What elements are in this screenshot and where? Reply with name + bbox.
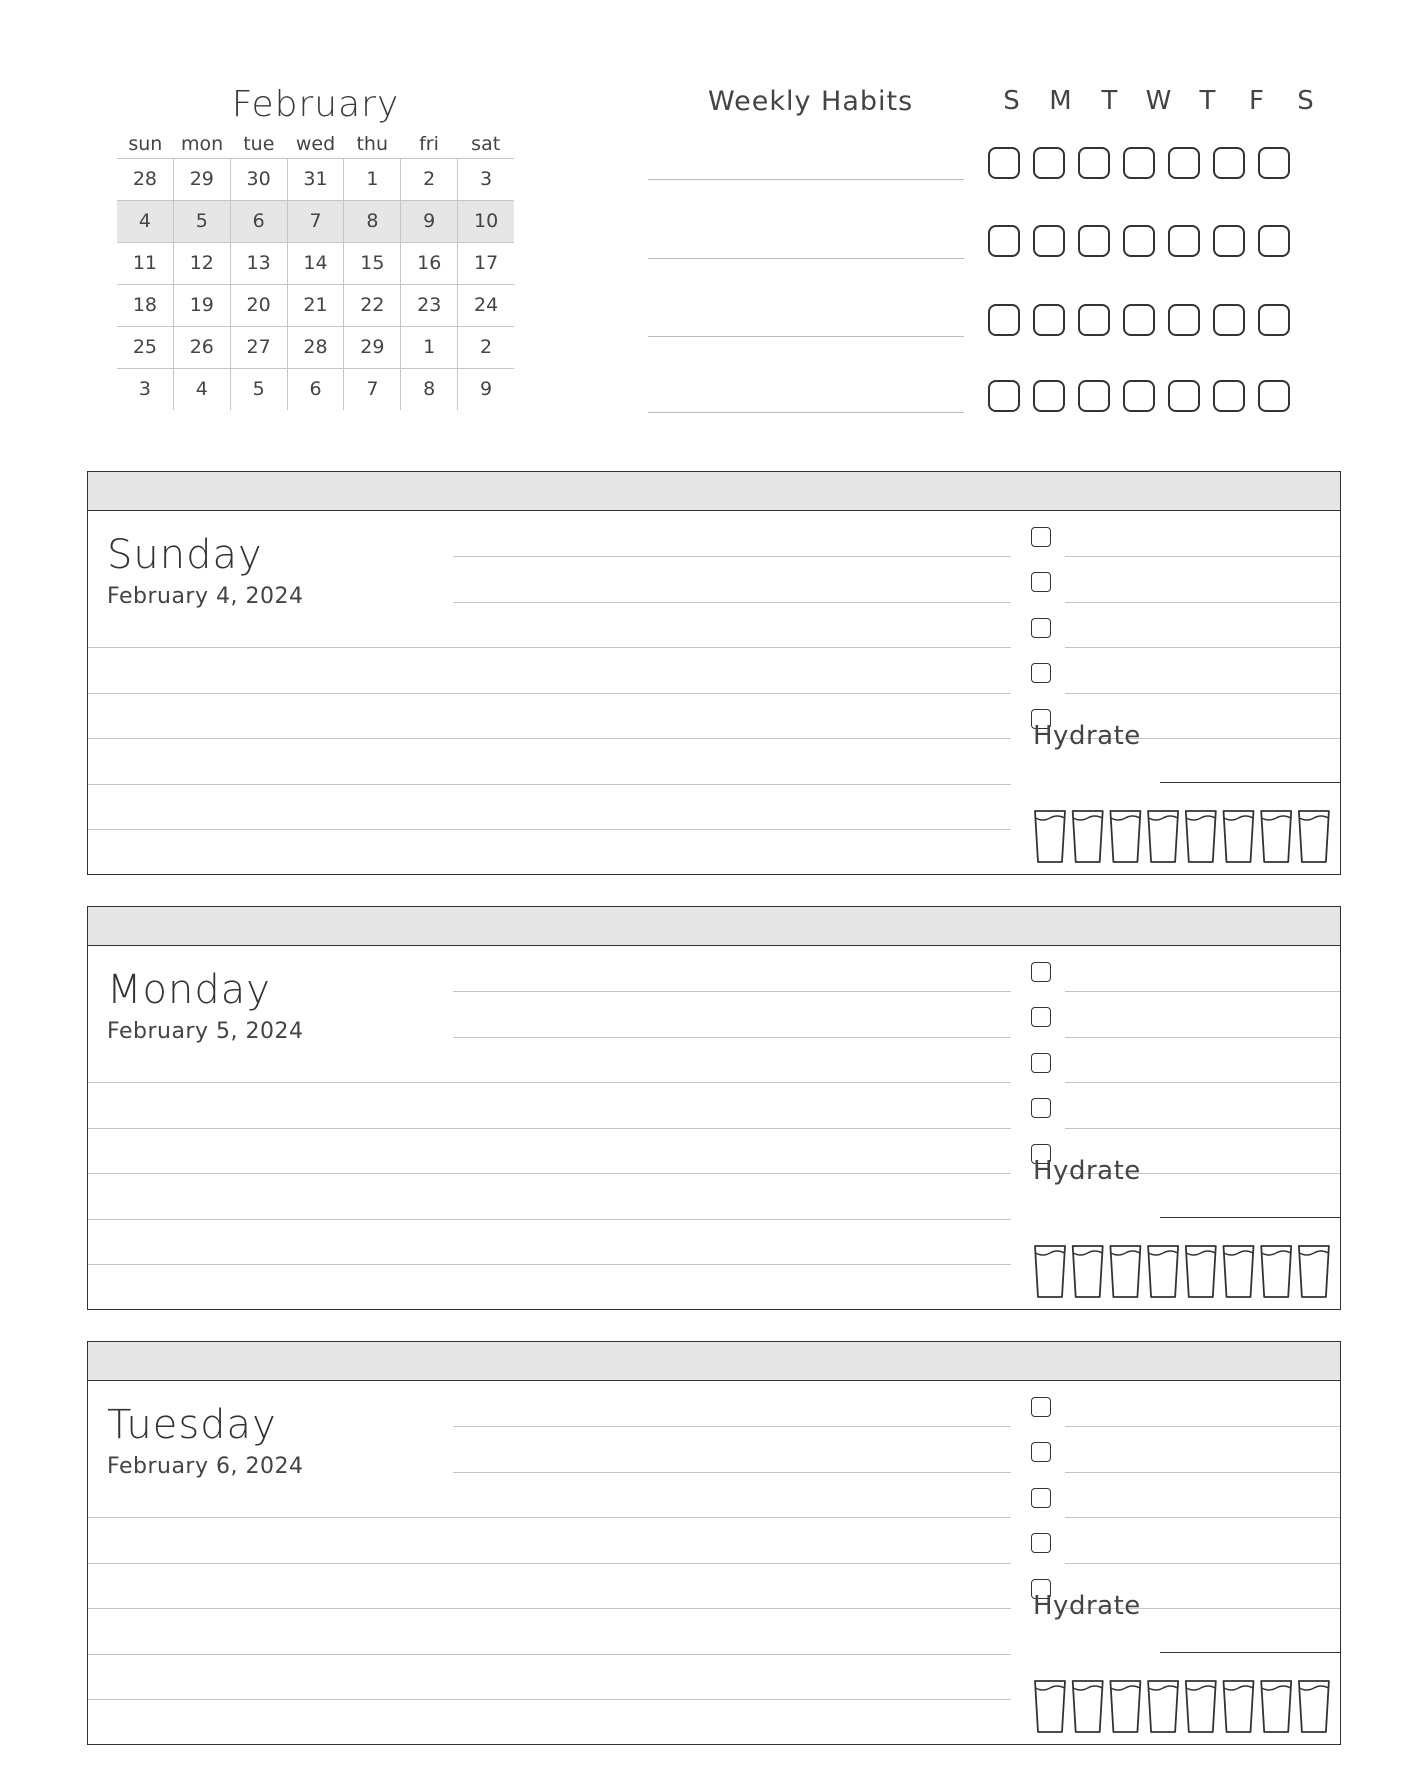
habit-checkbox[interactable] (1078, 380, 1110, 412)
water-glass-icon[interactable] (1186, 1681, 1216, 1732)
note-line[interactable] (88, 1219, 1011, 1220)
habit-checkbox[interactable] (1033, 225, 1065, 257)
todo-checkbox[interactable] (1031, 1397, 1051, 1417)
todo-checkbox[interactable] (1031, 1442, 1051, 1462)
note-line[interactable] (88, 647, 1011, 648)
water-glass-tracker (1033, 807, 1333, 867)
habit-checkbox[interactable] (1168, 304, 1200, 336)
habit-day-label: T (1101, 86, 1118, 116)
habit-checkbox-row (988, 380, 1303, 412)
todo-line[interactable] (1065, 1426, 1340, 1427)
habit-name-line[interactable] (648, 412, 964, 413)
calendar-day-cell[interactable]: 10 (457, 201, 514, 242)
calendar-day-cell[interactable]: 5 (173, 201, 230, 242)
todo-checkbox[interactable] (1031, 1098, 1051, 1118)
day-date: February 5, 2024 (107, 1019, 304, 1044)
todo-line[interactable] (1065, 1037, 1340, 1038)
todo-line[interactable] (1065, 1517, 1340, 1518)
habit-day-label: W (1145, 86, 1172, 116)
calendar-day-cell[interactable]: 29 (173, 159, 230, 200)
habit-checkbox[interactable] (1258, 380, 1290, 412)
calendar-day-cell[interactable]: 16 (400, 243, 457, 284)
water-glass-icon[interactable] (1224, 1681, 1254, 1732)
day-header-band (88, 907, 1340, 946)
habit-checkbox[interactable] (1123, 225, 1155, 257)
todo-line[interactable] (1065, 991, 1340, 992)
note-line[interactable] (88, 1173, 1011, 1174)
todo-line[interactable] (1065, 647, 1340, 648)
todo-checkbox[interactable] (1031, 1533, 1051, 1553)
day-name: Tuesday (107, 1402, 277, 1448)
habit-checkbox[interactable] (1168, 147, 1200, 179)
habit-checkbox[interactable] (988, 380, 1020, 412)
todo-line[interactable] (1065, 1472, 1340, 1473)
calendar-day-cell[interactable]: 9 (457, 369, 514, 410)
water-glass-icon[interactable] (1224, 1246, 1254, 1297)
calendar-day-cell[interactable]: 31 (287, 159, 344, 200)
calendar-day-cell[interactable]: 4 (173, 369, 230, 410)
todo-checkbox[interactable] (1031, 1007, 1051, 1027)
todo-checkbox[interactable] (1031, 527, 1051, 547)
note-line[interactable] (88, 693, 1011, 694)
calendar-week-row (117, 284, 514, 326)
water-glass-icon[interactable] (1261, 1681, 1291, 1732)
habit-checkbox[interactable] (1213, 147, 1245, 179)
calendar-day-cell[interactable]: 18 (132, 294, 158, 316)
todo-checkbox[interactable] (1031, 663, 1051, 683)
note-line[interactable] (88, 829, 1011, 830)
todo-line[interactable] (1065, 693, 1340, 694)
calendar-day-cell[interactable]: 8 (400, 369, 457, 410)
habit-checkbox[interactable] (1123, 380, 1155, 412)
habit-checkbox-row (988, 225, 1303, 257)
calendar-day-cell[interactable]: 7 (287, 201, 344, 242)
calendar-day-cell[interactable]: 20 (230, 285, 287, 326)
calendar-day-cell[interactable]: 13 (230, 243, 287, 284)
note-line[interactable] (453, 1426, 1011, 1427)
todo-checkbox[interactable] (1031, 618, 1051, 638)
water-glass-icon[interactable] (1224, 811, 1254, 862)
habit-checkbox[interactable] (1123, 147, 1155, 179)
habit-name-line[interactable] (648, 336, 964, 337)
calendar-day-cell[interactable]: 1 (400, 327, 457, 368)
habit-checkbox[interactable] (988, 147, 1020, 179)
habit-checkbox[interactable] (988, 304, 1020, 336)
calendar-day-cell[interactable]: 23 (400, 285, 457, 326)
day-header-band (88, 1342, 1340, 1381)
calendar-weekday-header (117, 130, 514, 158)
habit-day-label: S (1003, 86, 1020, 116)
note-line[interactable] (88, 1563, 1011, 1564)
note-line[interactable] (88, 1517, 1011, 1518)
calendar-day-cell[interactable]: 28 (132, 168, 158, 190)
calendar-day-cell[interactable]: 9 (400, 201, 457, 242)
todo-line[interactable] (1065, 1128, 1340, 1129)
habit-checkbox[interactable] (1213, 380, 1245, 412)
calendar-day-cell[interactable]: 27 (230, 327, 287, 368)
calendar-day-cell[interactable]: 3 (138, 378, 151, 400)
calendar-day-cell[interactable]: 11 (132, 252, 158, 274)
hydrate-line (1160, 782, 1340, 783)
water-glass-icon[interactable] (1261, 811, 1291, 862)
calendar-day-cell[interactable]: 19 (173, 285, 230, 326)
calendar-day-cell[interactable]: 5 (230, 369, 287, 410)
habit-checkbox[interactable] (1258, 147, 1290, 179)
water-glass-icon[interactable] (1148, 1246, 1178, 1297)
calendar-day-cell[interactable]: 21 (287, 285, 344, 326)
habit-checkbox[interactable] (1033, 147, 1065, 179)
calendar-week-row (117, 326, 514, 368)
calendar-day-cell[interactable]: 12 (173, 243, 230, 284)
todo-line[interactable] (1065, 1563, 1340, 1564)
water-glass-icon[interactable] (1148, 1681, 1178, 1732)
water-glass-icon[interactable] (1299, 1246, 1329, 1297)
weekly-habits-title: Weekly Habits (708, 86, 914, 117)
water-glass-icon[interactable] (1073, 811, 1103, 862)
day-name: Sunday (107, 532, 263, 578)
water-glass-icon[interactable] (1186, 811, 1216, 862)
habit-checkbox[interactable] (1213, 304, 1245, 336)
todo-checkbox[interactable] (1031, 962, 1051, 982)
water-glass-icon[interactable] (1186, 1246, 1216, 1297)
habit-checkbox[interactable] (1258, 304, 1290, 336)
habit-checkbox[interactable] (1123, 304, 1155, 336)
weekday-label: wed (295, 133, 336, 155)
note-line[interactable] (453, 1037, 1011, 1038)
habit-day-label: F (1249, 86, 1264, 116)
note-line[interactable] (453, 1472, 1011, 1473)
day-date: February 4, 2024 (107, 584, 304, 609)
calendar-week-row (117, 368, 514, 410)
weekday-label: sun (128, 133, 163, 155)
calendar-day-cell[interactable]: 14 (287, 243, 344, 284)
calendar-day-cell[interactable]: 24 (457, 285, 514, 326)
habit-checkbox-row (988, 304, 1303, 336)
weekday-label: thu (356, 133, 388, 155)
habit-checkbox-row (988, 147, 1303, 179)
habit-checkbox[interactable] (1033, 380, 1065, 412)
calendar-week-row (117, 242, 514, 284)
calendar-day-cell[interactable]: 4 (138, 210, 151, 232)
day-date: February 6, 2024 (107, 1454, 304, 1479)
calendar-day-cell[interactable]: 28 (287, 327, 344, 368)
habit-checkbox[interactable] (1213, 225, 1245, 257)
todo-line[interactable] (1065, 602, 1340, 603)
note-line[interactable] (88, 738, 1011, 739)
water-glass-icon[interactable] (1035, 1681, 1065, 1732)
habit-checkbox[interactable] (1078, 225, 1110, 257)
calendar-day-cell[interactable]: 8 (343, 201, 400, 242)
weekday-label: mon (180, 133, 224, 155)
note-line[interactable] (88, 1699, 1011, 1700)
calendar-day-cell[interactable]: 30 (230, 159, 287, 200)
habit-day-label: T (1199, 86, 1216, 116)
habit-day-label: M (1049, 86, 1072, 116)
day-name: Monday (107, 967, 271, 1013)
weekday-label: sat (471, 133, 501, 155)
calendar-week-row (117, 200, 514, 242)
note-line[interactable] (453, 991, 1011, 992)
calendar-week-row (117, 158, 514, 200)
day-panel (87, 471, 1341, 875)
water-glass-icon[interactable] (1073, 1246, 1103, 1297)
note-line[interactable] (88, 1608, 1011, 1609)
calendar-day-cell[interactable]: 6 (230, 201, 287, 242)
calendar-day-cell[interactable]: 3 (457, 159, 514, 200)
water-glass-icon[interactable] (1299, 1681, 1329, 1732)
calendar-day-cell[interactable]: 29 (343, 327, 400, 368)
note-line[interactable] (88, 1082, 1011, 1083)
calendar-day-cell[interactable]: 25 (132, 336, 158, 358)
calendar-grid (117, 158, 514, 410)
calendar-day-cell[interactable]: 1 (343, 159, 400, 200)
todo-line[interactable] (1065, 1082, 1340, 1083)
calendar-day-cell[interactable]: 22 (343, 285, 400, 326)
calendar-day-cell[interactable]: 2 (457, 327, 514, 368)
water-glass-icon[interactable] (1261, 1246, 1291, 1297)
habit-day-label: S (1297, 86, 1314, 116)
calendar-day-cell[interactable]: 2 (400, 159, 457, 200)
water-glass-icon[interactable] (1110, 1681, 1140, 1732)
calendar-day-cell[interactable]: 17 (457, 243, 514, 284)
calendar-month-title: February (231, 84, 400, 125)
habit-name-line[interactable] (648, 258, 964, 259)
water-glass-icon[interactable] (1035, 1246, 1065, 1297)
hydrate-label: Hydrate (1033, 1591, 1141, 1621)
mini-calendar (117, 80, 514, 410)
note-line[interactable] (453, 602, 1011, 603)
habit-checkbox[interactable] (1078, 304, 1110, 336)
note-line[interactable] (88, 784, 1011, 785)
calendar-day-cell[interactable]: 26 (173, 327, 230, 368)
note-line[interactable] (88, 1264, 1011, 1265)
todo-checkbox[interactable] (1031, 1488, 1051, 1508)
habit-name-line[interactable] (648, 179, 964, 180)
water-glass-icon[interactable] (1073, 1681, 1103, 1732)
hydrate-line (1160, 1652, 1340, 1653)
todo-checkbox[interactable] (1031, 572, 1051, 592)
hydrate-line (1160, 1217, 1340, 1218)
hydrate-label: Hydrate (1033, 1156, 1141, 1186)
habit-checkbox[interactable] (1258, 225, 1290, 257)
calendar-day-cell[interactable]: 6 (287, 369, 344, 410)
calendar-day-cell[interactable]: 7 (343, 369, 400, 410)
day-header-band (88, 472, 1340, 511)
note-line[interactable] (453, 556, 1011, 557)
water-glass-icon[interactable] (1110, 811, 1140, 862)
weekday-label: tue (243, 133, 275, 155)
weekday-label: fri (419, 133, 439, 155)
water-glass-icon[interactable] (1299, 811, 1329, 862)
water-glass-icon[interactable] (1035, 811, 1065, 862)
hydrate-label: Hydrate (1033, 721, 1141, 751)
calendar-day-cell[interactable]: 15 (343, 243, 400, 284)
todo-line[interactable] (1065, 556, 1340, 557)
habit-day-header (987, 86, 1330, 116)
habit-checkbox[interactable] (988, 225, 1020, 257)
habit-checkbox[interactable] (1168, 380, 1200, 412)
water-glass-tracker (1033, 1677, 1333, 1737)
day-panel (87, 1341, 1341, 1745)
habit-checkbox[interactable] (1168, 225, 1200, 257)
water-glass-tracker (1033, 1242, 1333, 1302)
note-line[interactable] (88, 1128, 1011, 1129)
habit-checkbox[interactable] (1033, 304, 1065, 336)
habit-checkbox[interactable] (1078, 147, 1110, 179)
note-line[interactable] (88, 1654, 1011, 1655)
water-glass-icon[interactable] (1148, 811, 1178, 862)
todo-checkbox[interactable] (1031, 1053, 1051, 1073)
day-panel (87, 906, 1341, 1310)
water-glass-icon[interactable] (1110, 1246, 1140, 1297)
